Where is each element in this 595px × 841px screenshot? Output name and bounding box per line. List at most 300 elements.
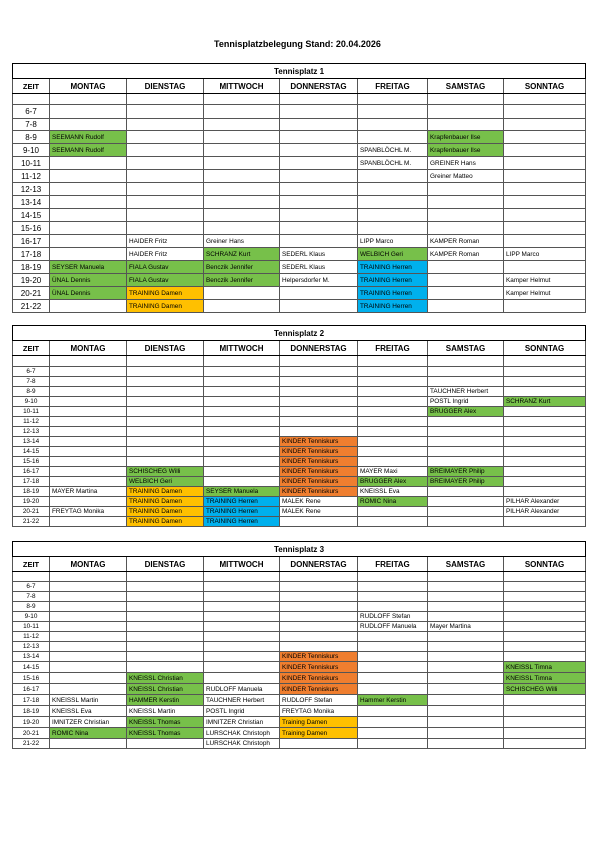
table-row	[13, 717, 586, 728]
booking-cell-freitag	[358, 119, 428, 131]
booking-cell-freitag	[358, 387, 428, 397]
booking-cell-samstag	[428, 632, 504, 642]
booking-cell-mittwoch	[204, 367, 280, 377]
booking-cell-dienstag: KNEISSL Martin	[127, 706, 204, 717]
table-row	[13, 274, 586, 287]
table-row	[13, 196, 586, 209]
booking-cell-donnerstag	[280, 377, 358, 387]
booking-cell-freitag: TRAINING Herren	[358, 300, 428, 313]
booking-cell-samstag	[428, 222, 504, 235]
booking-cell-dienstag: TRAINING Damen	[127, 287, 204, 300]
booking-cell-mittwoch: LURSCHAK Christoph	[204, 728, 280, 739]
booking-cell-montag	[50, 196, 127, 209]
booking-cell-freitag	[358, 209, 428, 222]
booking-cell-montag	[50, 517, 127, 527]
time-slot: 10-11	[13, 622, 50, 632]
time-slot: 21-22	[13, 517, 50, 527]
booking-cell-samstag	[428, 457, 504, 467]
booking-cell-sonntag	[504, 105, 586, 119]
booking-cell-samstag	[428, 447, 504, 457]
time-slot: 17-18	[13, 248, 50, 261]
booking-cell-montag	[50, 447, 127, 457]
booking-cell-sonntag	[504, 377, 586, 387]
booking-cell-dienstag	[127, 377, 204, 387]
column-header-sonntag: SONNTAG	[504, 79, 586, 94]
booking-cell-freitag: SPANBLÖCHL M.	[358, 144, 428, 157]
time-slot: 21-22	[13, 300, 50, 313]
table-row	[13, 622, 586, 632]
booking-cell-dienstag: KNEISSL Christian	[127, 684, 204, 695]
table-row	[13, 397, 586, 407]
booking-cell-donnerstag	[280, 144, 358, 157]
column-header-dienstag: DIENSTAG	[127, 79, 204, 94]
booking-cell-donnerstag	[280, 105, 358, 119]
booking-cell-samstag	[428, 642, 504, 652]
booking-cell-mittwoch	[204, 437, 280, 447]
booking-cell-freitag	[358, 367, 428, 377]
booking-cell-freitag	[358, 684, 428, 695]
booking-cell-dienstag	[127, 417, 204, 427]
booking-cell-mittwoch: TRAINING Herren	[204, 517, 280, 527]
booking-cell-samstag	[428, 417, 504, 427]
booking-cell-donnerstag: KINDER Tenniskurs	[280, 467, 358, 477]
booking-cell-dienstag: FIALA Gustav	[127, 274, 204, 287]
table-row	[13, 572, 586, 582]
booking-cell-mittwoch: RUDLOFF Manuela	[204, 684, 280, 695]
table-row	[13, 662, 586, 673]
booking-cell-sonntag	[504, 157, 586, 170]
time-slot: 18-19	[13, 706, 50, 717]
table-row	[13, 592, 586, 602]
booking-cell-samstag	[428, 497, 504, 507]
booking-cell-dienstag	[127, 144, 204, 157]
booking-cell-donnerstag	[280, 196, 358, 209]
booking-cell-donnerstag	[280, 642, 358, 652]
booking-cell-montag	[50, 105, 127, 119]
booking-cell-montag	[50, 632, 127, 642]
booking-cell-montag	[50, 248, 127, 261]
table-row	[13, 387, 586, 397]
time-slot: 18-19	[13, 487, 50, 497]
booking-cell-samstag	[428, 274, 504, 287]
booking-cell-mittwoch	[204, 144, 280, 157]
booking-cell-donnerstag: MALEK Rene	[280, 507, 358, 517]
booking-cell-montag	[50, 356, 127, 367]
booking-cell-samstag	[428, 582, 504, 592]
table-row	[13, 457, 586, 467]
time-slot: 8-9	[13, 387, 50, 397]
time-slot	[13, 94, 50, 105]
booking-cell-sonntag	[504, 235, 586, 248]
booking-cell-mittwoch	[204, 447, 280, 457]
table-row	[13, 261, 586, 274]
court-title: Tennisplatz 2	[13, 326, 586, 341]
table-row	[13, 377, 586, 387]
booking-cell-samstag	[428, 367, 504, 377]
booking-cell-dienstag: SCHISCHEG Willi	[127, 467, 204, 477]
booking-cell-sonntag	[504, 642, 586, 652]
booking-cell-freitag	[358, 183, 428, 196]
booking-cell-montag	[50, 437, 127, 447]
table-row	[13, 632, 586, 642]
booking-cell-montag	[50, 417, 127, 427]
booking-cell-sonntag: Kamper Helmut	[504, 287, 586, 300]
booking-cell-donnerstag	[280, 300, 358, 313]
table-row	[13, 144, 586, 157]
column-header-montag: MONTAG	[50, 557, 127, 572]
time-slot: 20-21	[13, 507, 50, 517]
booking-cell-sonntag	[504, 477, 586, 487]
booking-cell-donnerstag	[280, 170, 358, 183]
booking-cell-sonntag	[504, 622, 586, 632]
booking-cell-mittwoch	[204, 287, 280, 300]
booking-cell-donnerstag	[280, 209, 358, 222]
booking-cell-sonntag	[504, 387, 586, 397]
booking-cell-samstag	[428, 717, 504, 728]
booking-cell-donnerstag: KINDER Tenniskurs	[280, 652, 358, 662]
booking-cell-donnerstag	[280, 222, 358, 235]
booking-cell-freitag	[358, 94, 428, 105]
court-table	[12, 541, 586, 749]
booking-cell-samstag	[428, 356, 504, 367]
booking-cell-samstag	[428, 517, 504, 527]
booking-cell-freitag: BRUGGER Alex	[358, 477, 428, 487]
booking-cell-montag	[50, 673, 127, 684]
booking-cell-mittwoch	[204, 157, 280, 170]
booking-cell-montag	[50, 572, 127, 582]
booking-cell-mittwoch	[204, 602, 280, 612]
booking-cell-donnerstag	[280, 632, 358, 642]
column-header-dienstag: DIENSTAG	[127, 341, 204, 356]
booking-cell-donnerstag	[280, 367, 358, 377]
booking-cell-sonntag	[504, 356, 586, 367]
booking-cell-freitag: RUDLOFF Stefan	[358, 612, 428, 622]
table-row	[13, 695, 586, 706]
booking-cell-mittwoch: Benczik Jennifer	[204, 274, 280, 287]
time-slot: 9-10	[13, 612, 50, 622]
booking-cell-montag	[50, 602, 127, 612]
booking-cell-montag	[50, 300, 127, 313]
booking-cell-dienstag	[127, 582, 204, 592]
booking-cell-samstag: BREIMAYER Philip	[428, 477, 504, 487]
booking-cell-freitag: Hammer Kerstin	[358, 695, 428, 706]
table-row	[13, 300, 586, 313]
table-row	[13, 170, 586, 183]
booking-cell-sonntag	[504, 170, 586, 183]
column-header-zeit: ZEIT	[13, 341, 50, 356]
booking-cell-sonntag	[504, 592, 586, 602]
table-row	[13, 209, 586, 222]
booking-cell-freitag	[358, 397, 428, 407]
booking-cell-dienstag	[127, 367, 204, 377]
booking-cell-montag	[50, 377, 127, 387]
time-slot: 14-15	[13, 662, 50, 673]
time-slot: 19-20	[13, 717, 50, 728]
booking-cell-samstag: KAMPER Roman	[428, 235, 504, 248]
booking-cell-montag	[50, 407, 127, 417]
booking-cell-donnerstag: KINDER Tenniskurs	[280, 477, 358, 487]
booking-cell-montag	[50, 497, 127, 507]
column-header-freitag: FREITAG	[358, 341, 428, 356]
booking-cell-mittwoch	[204, 582, 280, 592]
booking-cell-mittwoch	[204, 427, 280, 437]
booking-cell-sonntag	[504, 652, 586, 662]
booking-cell-samstag	[428, 612, 504, 622]
booking-cell-dienstag: FIALA Gustav	[127, 261, 204, 274]
booking-cell-montag	[50, 119, 127, 131]
booking-cell-donnerstag	[280, 739, 358, 749]
booking-cell-donnerstag	[280, 356, 358, 367]
booking-cell-donnerstag	[280, 119, 358, 131]
time-slot: 11-12	[13, 632, 50, 642]
booking-cell-montag	[50, 642, 127, 652]
booking-cell-freitag: WELBICH Geri	[358, 248, 428, 261]
booking-cell-samstag	[428, 377, 504, 387]
booking-cell-dienstag	[127, 397, 204, 407]
table-row	[13, 582, 586, 592]
booking-cell-dienstag: KNEISSL Thomas	[127, 728, 204, 739]
booking-cell-dienstag	[127, 209, 204, 222]
time-slot: 17-18	[13, 477, 50, 487]
table-row	[13, 487, 586, 497]
time-slot: 6-7	[13, 582, 50, 592]
table-row	[13, 517, 586, 527]
booking-cell-sonntag	[504, 602, 586, 612]
column-header-donnerstag: DONNERSTAG	[280, 341, 358, 356]
booking-cell-dienstag	[127, 356, 204, 367]
booking-cell-donnerstag	[280, 592, 358, 602]
booking-cell-sonntag	[504, 582, 586, 592]
booking-cell-sonntag	[504, 183, 586, 196]
booking-cell-montag	[50, 622, 127, 632]
booking-cell-dienstag	[127, 612, 204, 622]
booking-cell-sonntag: PILHAR Alexander	[504, 507, 586, 517]
booking-cell-donnerstag: Helpersdorfer M.	[280, 274, 358, 287]
booking-cell-freitag	[358, 196, 428, 209]
booking-cell-sonntag	[504, 572, 586, 582]
booking-cell-sonntag	[504, 706, 586, 717]
time-slot: 9-10	[13, 144, 50, 157]
booking-cell-dienstag	[127, 662, 204, 673]
booking-cell-samstag	[428, 487, 504, 497]
table-row	[13, 105, 586, 119]
table-row	[13, 602, 586, 612]
booking-cell-montag	[50, 94, 127, 105]
booking-cell-samstag	[428, 183, 504, 196]
booking-cell-dienstag	[127, 222, 204, 235]
booking-cell-freitag: TRAINING Herren	[358, 287, 428, 300]
booking-cell-samstag	[428, 196, 504, 209]
booking-cell-freitag: TRAINING Herren	[358, 274, 428, 287]
booking-cell-donnerstag: MALEK Rene	[280, 497, 358, 507]
booking-cell-samstag: BRUGGER Alex	[428, 407, 504, 417]
booking-cell-donnerstag	[280, 427, 358, 437]
booking-cell-montag	[50, 235, 127, 248]
booking-cell-montag	[50, 209, 127, 222]
booking-cell-donnerstag: SEDERL Klaus	[280, 261, 358, 274]
time-slot: 20-21	[13, 728, 50, 739]
booking-cell-dienstag	[127, 592, 204, 602]
booking-cell-dienstag	[127, 602, 204, 612]
booking-cell-sonntag: PILHAR Alexander	[504, 497, 586, 507]
booking-cell-freitag	[358, 602, 428, 612]
booking-cell-samstag	[428, 572, 504, 582]
booking-cell-samstag	[428, 261, 504, 274]
booking-cell-donnerstag: KINDER Tenniskurs	[280, 487, 358, 497]
booking-cell-samstag: Krapfenbauer Ilse	[428, 131, 504, 144]
table-row	[13, 235, 586, 248]
booking-cell-mittwoch	[204, 592, 280, 602]
booking-cell-samstag: KAMPER Roman	[428, 248, 504, 261]
booking-cell-mittwoch: TRAINING Herren	[204, 507, 280, 517]
booking-cell-dienstag	[127, 427, 204, 437]
booking-cell-samstag	[428, 684, 504, 695]
booking-cell-dienstag	[127, 447, 204, 457]
table-row	[13, 652, 586, 662]
page-title: Tennisplatzbelegung Stand: 20.04.2026	[214, 39, 381, 49]
court-2-schedule	[12, 325, 585, 527]
time-slot: 14-15	[13, 209, 50, 222]
table-row	[13, 94, 586, 105]
booking-cell-dienstag	[127, 105, 204, 119]
booking-cell-dienstag: HAIDER Fritz	[127, 248, 204, 261]
booking-cell-montag: FREYTAG Monika	[50, 507, 127, 517]
time-slot	[13, 356, 50, 367]
booking-cell-sonntag	[504, 728, 586, 739]
column-header-samstag: SAMSTAG	[428, 79, 504, 94]
booking-cell-donnerstag	[280, 397, 358, 407]
booking-cell-montag	[50, 457, 127, 467]
court-3-schedule	[12, 541, 585, 749]
booking-cell-mittwoch: IMNITZER Christian	[204, 717, 280, 728]
booking-cell-dienstag	[127, 622, 204, 632]
booking-cell-montag	[50, 170, 127, 183]
booking-cell-donnerstag	[280, 602, 358, 612]
time-slot: 19-20	[13, 497, 50, 507]
booking-cell-mittwoch: POSTL Ingrid	[204, 706, 280, 717]
booking-cell-mittwoch	[204, 131, 280, 144]
booking-cell-freitag: KNEISSL Eva	[358, 487, 428, 497]
booking-cell-donnerstag: KINDER Tenniskurs	[280, 447, 358, 457]
column-header-freitag: FREITAG	[358, 557, 428, 572]
booking-cell-samstag	[428, 673, 504, 684]
booking-cell-montag: KNEISSL Eva	[50, 706, 127, 717]
booking-cell-mittwoch	[204, 417, 280, 427]
booking-cell-montag	[50, 183, 127, 196]
time-slot: 20-21	[13, 287, 50, 300]
time-slot: 13-14	[13, 437, 50, 447]
column-header-samstag: SAMSTAG	[428, 557, 504, 572]
booking-cell-sonntag	[504, 222, 586, 235]
booking-cell-sonntag	[504, 612, 586, 622]
table-row	[13, 367, 586, 377]
booking-cell-sonntag	[504, 407, 586, 417]
table-row	[13, 131, 586, 144]
booking-cell-freitag	[358, 728, 428, 739]
booking-cell-mittwoch: SEYSER Manuela	[204, 487, 280, 497]
booking-cell-donnerstag: KINDER Tenniskurs	[280, 437, 358, 447]
time-slot: 21-22	[13, 739, 50, 749]
booking-cell-mittwoch: TRAINING Herren	[204, 497, 280, 507]
booking-cell-sonntag	[504, 119, 586, 131]
booking-cell-samstag	[428, 507, 504, 517]
booking-cell-mittwoch	[204, 662, 280, 673]
table-row	[13, 248, 586, 261]
booking-cell-sonntag	[504, 261, 586, 274]
table-row	[13, 222, 586, 235]
booking-cell-dienstag	[127, 407, 204, 417]
booking-cell-sonntag: KNEISSL Timna	[504, 662, 586, 673]
booking-cell-donnerstag: Training Damen	[280, 717, 358, 728]
booking-cell-montag: IMNITZER Christian	[50, 717, 127, 728]
booking-cell-samstag	[428, 209, 504, 222]
booking-cell-montag	[50, 467, 127, 477]
booking-cell-donnerstag	[280, 622, 358, 632]
booking-cell-sonntag	[504, 717, 586, 728]
booking-cell-mittwoch: LURSCHAK Christoph	[204, 739, 280, 749]
booking-cell-dienstag	[127, 131, 204, 144]
booking-cell-sonntag	[504, 196, 586, 209]
time-slot: 9-10	[13, 397, 50, 407]
table-row	[13, 119, 586, 131]
time-slot: 18-19	[13, 261, 50, 274]
booking-cell-sonntag	[504, 209, 586, 222]
booking-cell-dienstag	[127, 157, 204, 170]
time-slot: 12-13	[13, 427, 50, 437]
booking-cell-freitag	[358, 356, 428, 367]
table-row	[13, 427, 586, 437]
booking-cell-mittwoch: Greiner Hans	[204, 235, 280, 248]
booking-cell-samstag: Krapfenbauer Ilse	[428, 144, 504, 157]
booking-cell-montag: ÜNAL Dennis	[50, 287, 127, 300]
booking-cell-montag	[50, 477, 127, 487]
booking-cell-donnerstag	[280, 572, 358, 582]
table-row	[13, 728, 586, 739]
booking-cell-dienstag	[127, 183, 204, 196]
booking-cell-donnerstag	[280, 407, 358, 417]
booking-cell-samstag	[428, 94, 504, 105]
column-header-donnerstag: DONNERSTAG	[280, 79, 358, 94]
booking-cell-freitag: ROMIC Nina	[358, 497, 428, 507]
booking-cell-sonntag	[504, 300, 586, 313]
booking-cell-sonntag	[504, 437, 586, 447]
booking-cell-donnerstag: FREYTAG Monika	[280, 706, 358, 717]
booking-cell-mittwoch	[204, 477, 280, 487]
column-header-mittwoch: MITTWOCH	[204, 557, 280, 572]
booking-cell-freitag	[358, 170, 428, 183]
booking-cell-dienstag	[127, 632, 204, 642]
booking-cell-dienstag	[127, 739, 204, 749]
booking-cell-dienstag: HAIDER Fritz	[127, 235, 204, 248]
booking-cell-montag	[50, 592, 127, 602]
booking-cell-freitag	[358, 507, 428, 517]
booking-cell-donnerstag	[280, 582, 358, 592]
booking-cell-sonntag	[504, 467, 586, 477]
booking-cell-mittwoch	[204, 397, 280, 407]
booking-cell-samstag	[428, 119, 504, 131]
time-slot: 7-8	[13, 119, 50, 131]
table-row	[13, 287, 586, 300]
booking-cell-freitag	[358, 417, 428, 427]
booking-cell-montag: SEEMANN Rudolf	[50, 144, 127, 157]
booking-cell-montag: KNEISSL Martin	[50, 695, 127, 706]
booking-cell-sonntag	[504, 447, 586, 457]
table-row	[13, 157, 586, 170]
booking-cell-sonntag: Kamper Helmut	[504, 274, 586, 287]
booking-cell-freitag	[358, 717, 428, 728]
booking-cell-mittwoch	[204, 94, 280, 105]
booking-cell-freitag	[358, 582, 428, 592]
